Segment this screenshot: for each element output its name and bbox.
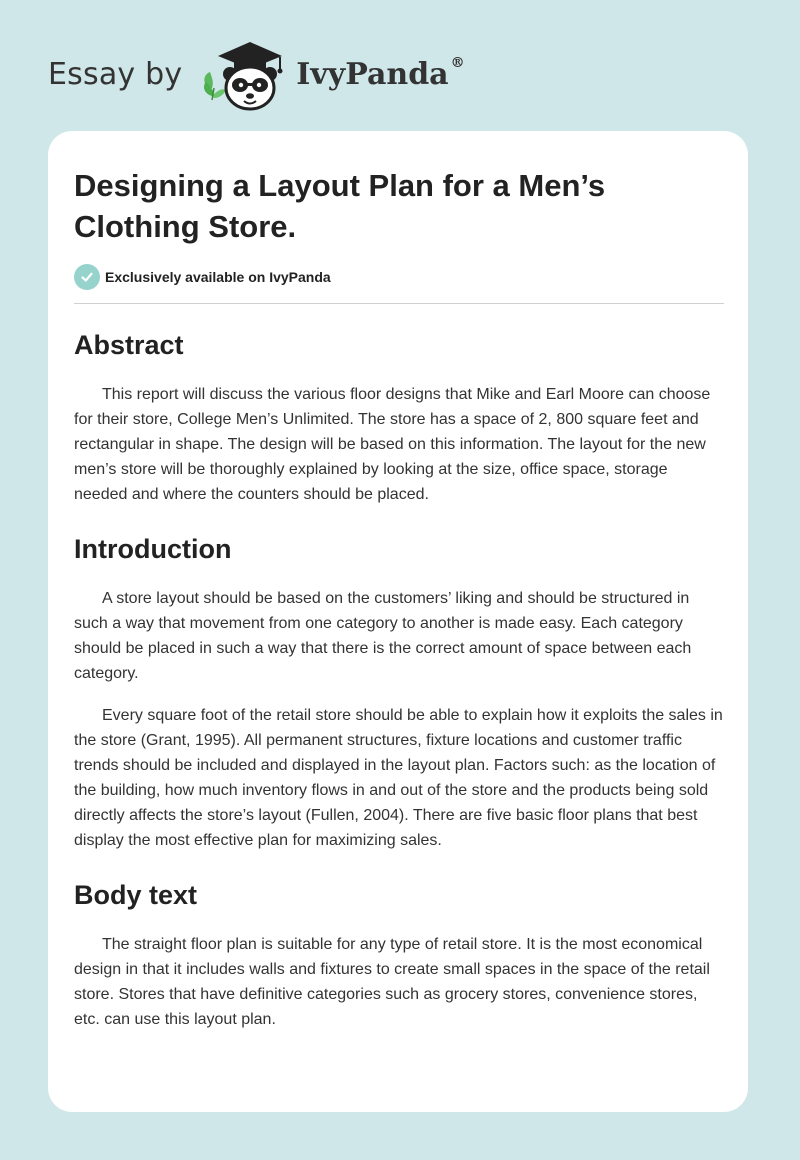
essay-content [74, 165, 724, 1032]
check-icon [74, 264, 100, 290]
ivy-leaf-icon [204, 72, 226, 100]
essay-card [48, 131, 748, 1112]
panda-logo-icon[interactable] [200, 36, 290, 112]
brand-name[interactable]: IvyPanda ® [296, 54, 465, 92]
registered-mark: ® [450, 54, 465, 71]
essay-by-label: Essay by [48, 56, 183, 92]
section-heading-introduction: Introduction [74, 534, 232, 564]
exclusive-label: Exclusively available on IvyPanda [105, 269, 331, 285]
paragraph: The straight floor plan is suitable for any type of retail store. It is the most economical design in that it includes walls and fixtures to create small spaces in the space of the retail store. Stores that have definitive categories such as grocery stores, convenience stores, etc. can use this layout plan. [74, 936, 710, 1028]
section-heading-body-text: Body text [74, 880, 198, 910]
paragraph: Every square foot of the retail store should be able to explain how it exploits the sales in the store (Grant, 1995). All permanent structures, fixture locations and customer traffic trends should be included and displayed in the layout plan. Factors such: as the location of the building, how much inventory flows in and out of the store and the products being sold directly affects the store’s layout (Fullen, 2004). There are five basic floor plans that best display the most effective plan for maximizing sales. [74, 707, 723, 849]
paragraph: This report will discuss the various floor designs that Mike and Earl Moore can choose for their store, College Men’s Unlimited. The store has a space of 2, 800 square feet and rectangular in shape. The design will be based on this information. The layout for the new men’s store will be thoroughly explained by looking at the size, office space, storage needed and where the counters should be placed. [74, 386, 711, 503]
page-title: Designing a Layout Plan for a Men’s Clothing Store. [74, 168, 606, 244]
section-heading-abstract: Abstract [74, 330, 184, 360]
site-header [48, 34, 465, 114]
exclusive-badge [74, 263, 724, 291]
paragraph: A store layout should be based on the customers’ liking and should be structured in such a way that movement from one category to another is made easy. Each category should be placed in such a way that there is the correct amount of space between each category. [74, 590, 692, 682]
divider [74, 303, 724, 304]
